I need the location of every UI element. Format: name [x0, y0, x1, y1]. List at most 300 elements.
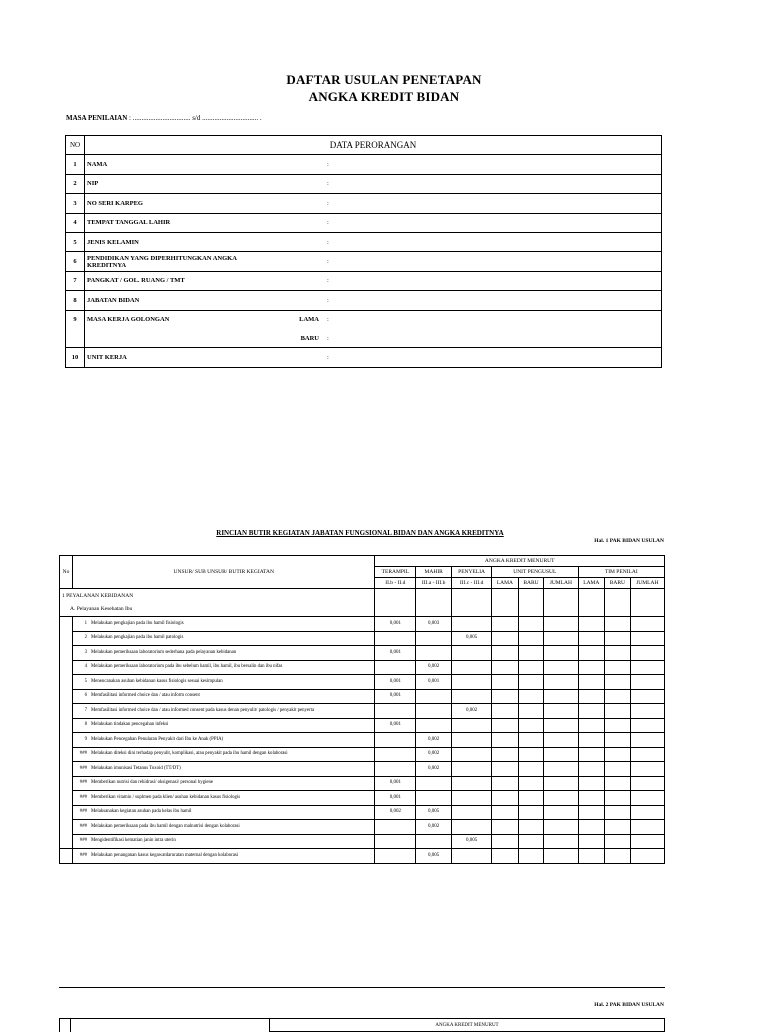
- kegiatan-no: 8: [73, 718, 90, 733]
- col-no: No: [60, 556, 73, 589]
- ak-empty-cell: [544, 646, 578, 661]
- data-row-sub: [277, 174, 325, 193]
- angka-kredit-header-2: ANGKA KREDIT MENURUT: [270, 1019, 665, 1032]
- col-terampil: TERAMPIL: [375, 567, 416, 578]
- ak-empty-cell: [578, 675, 605, 690]
- ak-empty-cell: [492, 733, 519, 748]
- data-row: [66, 348, 662, 367]
- gol-terampil: II.b - II.d: [375, 578, 416, 589]
- col-unsur: UNSUR/ SUB UNSUR/ BUTIR KEGIATAN: [73, 556, 375, 589]
- ak-empty-cell: [578, 849, 605, 864]
- ak-empty-cell: [630, 791, 664, 806]
- kegiatan-row: [60, 834, 665, 849]
- ak-empty-cell: [605, 704, 630, 719]
- ak-empty-cell: [630, 747, 664, 762]
- ak-empty-cell: [518, 660, 543, 675]
- ak-empty-cell: [578, 631, 605, 646]
- ak-empty-cell: [605, 660, 630, 675]
- ak-empty-cell: [630, 646, 664, 661]
- row-no-cell: [60, 820, 73, 835]
- ak-empty-cell: [518, 646, 543, 661]
- data-row-sub: [277, 155, 325, 174]
- ak-mahir: [416, 631, 452, 646]
- data-row: [66, 329, 662, 348]
- kegiatan-no: 1: [73, 617, 90, 632]
- data-row-sub: [277, 291, 325, 310]
- kegiatan-row: [60, 646, 665, 661]
- ak-empty-cell: [492, 747, 519, 762]
- ak-empty-cell: [544, 762, 578, 777]
- ak-penyelia: 0,002: [452, 704, 492, 719]
- ak-empty-cell: [544, 834, 578, 849]
- ak-empty-cell: [605, 675, 630, 690]
- ak-empty-cell: [492, 660, 519, 675]
- data-perorangan-title: DATA PERORANGAN: [85, 136, 662, 155]
- ak-empty-cell: [605, 646, 630, 661]
- ak-empty-cell: [630, 805, 664, 820]
- kegiatan-text: Melakukan imunisasi Tetanus Toxoid (TT/DT): [89, 762, 375, 777]
- ak-mahir: 0,002: [416, 733, 452, 748]
- row-no-cell: [60, 646, 73, 661]
- angka-kredit-header: ANGKA KREDIT MENURUT: [375, 556, 665, 567]
- ak-empty-cell: [578, 805, 605, 820]
- ak-empty-cell: [630, 733, 664, 748]
- row-no-cell: [60, 631, 73, 646]
- ak-empty-cell: [518, 747, 543, 762]
- data-row-value: :: [325, 232, 662, 251]
- ak-empty-cell: [578, 617, 605, 632]
- ak-empty-cell: [544, 675, 578, 690]
- ak-terampil: [375, 820, 416, 835]
- row-no-cell: [60, 704, 73, 719]
- data-row-sub: LAMA: [277, 310, 325, 329]
- ak-empty-cell: [518, 704, 543, 719]
- kegiatan-no: 5: [73, 675, 90, 690]
- ak-empty-cell: [578, 776, 605, 791]
- ak-terampil: 0,002: [375, 805, 416, 820]
- data-row-value: :: [325, 310, 662, 329]
- row-no-cell: [60, 834, 73, 849]
- kegiatan-no: ###: [73, 747, 90, 762]
- ak-empty-cell: [492, 689, 519, 704]
- ak-empty-cell: [578, 762, 605, 777]
- kegiatan-row: [60, 689, 665, 704]
- kegiatan-row: [60, 733, 665, 748]
- ak-empty-cell: [492, 718, 519, 733]
- ak-terampil: 0,001: [375, 646, 416, 661]
- ak-empty-cell: [492, 834, 519, 849]
- ak-mahir: 0,002: [416, 762, 452, 777]
- kegiatan-row: [60, 776, 665, 791]
- rincian-title: RINCIAN BUTIR KEGIATAN JABATAN FUNGSIONAL BIDAN DAN ANGKA KREDITNYA: [216, 529, 504, 537]
- ak-empty-cell: [518, 834, 543, 849]
- ak-empty-cell: [605, 733, 630, 748]
- ak-penyelia: [452, 776, 492, 791]
- kegiatan-no: 2: [73, 631, 90, 646]
- ak-empty-cell: [578, 733, 605, 748]
- data-row-value: :: [325, 174, 662, 193]
- data-perorangan-table: [65, 135, 662, 368]
- tim-baru: BARU: [605, 578, 630, 589]
- gol-penyelia: III.c - III.d: [452, 578, 492, 589]
- data-row-value: :: [325, 329, 662, 348]
- row-no-cell: [60, 733, 73, 748]
- ak-penyelia: [452, 762, 492, 777]
- ak-mahir: 0,002: [416, 820, 452, 835]
- ak-empty-cell: [578, 718, 605, 733]
- gol-mahir: III.a - III.b: [416, 578, 452, 589]
- kegiatan-row: [60, 617, 665, 632]
- ak-empty-cell: [492, 805, 519, 820]
- ak-penyelia: [452, 805, 492, 820]
- kegiatan-no: ###: [73, 791, 90, 806]
- ak-empty-cell: [630, 762, 664, 777]
- row-no-cell: [60, 718, 73, 733]
- kegiatan-no: 6: [73, 689, 90, 704]
- kegiatan-text: Menencanakan asuhan kebidanan kasus fisiologis sesuai kesimpulan: [89, 675, 375, 690]
- kegiatan-no: ###: [73, 762, 90, 777]
- data-row: [66, 310, 662, 329]
- ak-penyelia: [452, 660, 492, 675]
- kegiatan-no: ###: [73, 776, 90, 791]
- ak-empty-cell: [630, 660, 664, 675]
- ak-penyelia: [452, 747, 492, 762]
- data-row-sub: [277, 348, 325, 367]
- data-row-sub: BARU: [277, 329, 325, 348]
- data-row-no: 9: [66, 310, 85, 329]
- row-no-cell: [60, 791, 73, 806]
- ak-empty-cell: [578, 791, 605, 806]
- ak-empty-cell: [605, 631, 630, 646]
- ak-empty-cell: [518, 617, 543, 632]
- ak-empty-cell: [605, 805, 630, 820]
- kegiatan-text: Melakukan pengkajian pada ibu hamil fisiologis: [89, 617, 375, 632]
- ak-empty-cell: [630, 704, 664, 719]
- kegiatan-text: Melakukan tindakan pencegahan infeksi: [89, 718, 375, 733]
- ak-penyelia: [452, 791, 492, 806]
- ak-penyelia: [452, 849, 492, 864]
- ak-penyelia: [452, 733, 492, 748]
- kegiatan-text: Melakukan pemeriksaan laboratorium pada ibu sebelum hamil, ibu hamil, ibu bersalin dan ibu nifas: [89, 660, 375, 675]
- ak-empty-cell: [544, 617, 578, 632]
- row-no-cell: [60, 849, 73, 864]
- kegiatan-row: [60, 675, 665, 690]
- ak-terampil: 0,001: [375, 675, 416, 690]
- row-no-cell: [60, 762, 73, 777]
- ak-empty-cell: [544, 704, 578, 719]
- ak-empty-cell: [578, 646, 605, 661]
- ak-empty-cell: [492, 675, 519, 690]
- title-line-2: ANGKA KREDIT BIDAN: [308, 89, 460, 104]
- ak-empty-cell: [518, 805, 543, 820]
- ak-empty-cell: [544, 747, 578, 762]
- kegiatan-text: Memberikan nutrisi dan rehidrasi/ oksigenasi/ personal hygiene: [89, 776, 375, 791]
- ak-terampil: 0,001: [375, 791, 416, 806]
- ak-empty-cell: [578, 820, 605, 835]
- ak-empty-cell: [518, 791, 543, 806]
- ak-terampil: [375, 762, 416, 777]
- ak-empty-cell: [630, 834, 664, 849]
- ak-empty-cell: [518, 762, 543, 777]
- kegiatan-no: 7: [73, 704, 90, 719]
- unit-lama: LAMA: [492, 578, 519, 589]
- ak-mahir: [416, 791, 452, 806]
- ak-empty-cell: [605, 689, 630, 704]
- ak-penyelia: [452, 689, 492, 704]
- kegiatan-text: Melakukan pemeriksaan laboratorium sederhana pada pelayanan kebidanan: [89, 646, 375, 661]
- ak-empty-cell: [630, 617, 664, 632]
- data-row-value: :: [325, 271, 662, 290]
- ak-empty-cell: [578, 660, 605, 675]
- ak-empty-cell: [518, 718, 543, 733]
- kegiatan-row: [60, 762, 665, 777]
- ak-empty-cell: [605, 762, 630, 777]
- data-row-label: UNIT KERJA: [85, 348, 278, 367]
- ak-terampil: [375, 834, 416, 849]
- ak-mahir: [416, 704, 452, 719]
- masa-penilaian: [66, 114, 262, 122]
- row-no-cell: [60, 805, 73, 820]
- data-row-no: 2: [66, 174, 85, 193]
- data-row-value: :: [325, 291, 662, 310]
- section-label: 1 PEYALANAN KEBIDANAN: [60, 589, 375, 603]
- data-row-no: 3: [66, 194, 85, 213]
- kegiatan-text: Memfasilitasi informed choice dan / atau inform consent: [89, 689, 375, 704]
- data-row-no: [66, 329, 85, 348]
- row-no-cell: [60, 675, 73, 690]
- kegiatan-row: [60, 747, 665, 762]
- ak-empty-cell: [518, 631, 543, 646]
- hal-2-label: Hal. 2 PAK BIDAN USULAN: [594, 1002, 664, 1008]
- row-no-cell: [60, 689, 73, 704]
- data-row-no: 7: [66, 271, 85, 290]
- ak-terampil: [375, 849, 416, 864]
- data-row: [66, 291, 662, 310]
- rincian-table: [59, 555, 665, 864]
- row-no-cell: [60, 617, 73, 632]
- ak-empty-cell: [544, 791, 578, 806]
- ak-empty-cell: [605, 747, 630, 762]
- ak-empty-cell: [492, 704, 519, 719]
- ak-mahir: [416, 646, 452, 661]
- unit-jumlah: JUMLAH: [544, 578, 578, 589]
- ak-empty-cell: [544, 805, 578, 820]
- rincian-table-page-2: [59, 1018, 665, 1032]
- row-no-cell: [60, 776, 73, 791]
- ak-penyelia: [452, 718, 492, 733]
- ak-empty-cell: [518, 689, 543, 704]
- ak-empty-cell: [492, 820, 519, 835]
- data-row-value: :: [325, 252, 662, 271]
- ak-empty-cell: [492, 631, 519, 646]
- ak-empty-cell: [544, 660, 578, 675]
- ak-empty-cell: [605, 791, 630, 806]
- kegiatan-text: Memfasilitasi informed choice dan / atau informed consent pada kasus denan penyulit/ patologis / penyakit penyerta: [89, 704, 375, 719]
- data-row-sub: [277, 213, 325, 232]
- ak-empty-cell: [544, 820, 578, 835]
- data-row-label: MASA KERJA GOLONGAN: [85, 310, 278, 329]
- ak-empty-cell: [492, 646, 519, 661]
- ak-mahir: 0,002: [416, 660, 452, 675]
- kegiatan-row: [60, 805, 665, 820]
- data-row-no: 5: [66, 232, 85, 251]
- ak-mahir: [416, 718, 452, 733]
- title-line-1: DAFTAR USULAN PENETAPAN: [286, 72, 482, 87]
- data-row: [66, 213, 662, 232]
- ak-mahir: [416, 689, 452, 704]
- no-header: NO: [66, 136, 85, 155]
- ak-empty-cell: [544, 631, 578, 646]
- kegiatan-row: [60, 791, 665, 806]
- ak-empty-cell: [630, 675, 664, 690]
- ak-empty-cell: [518, 849, 543, 864]
- kegiatan-row: [60, 718, 665, 733]
- ak-empty-cell: [492, 791, 519, 806]
- kegiatan-no: 9: [73, 733, 90, 748]
- kegiatan-row: [60, 660, 665, 675]
- kegiatan-no: ###: [73, 805, 90, 820]
- data-row-label: NAMA: [85, 155, 278, 174]
- data-row: [66, 155, 662, 174]
- col-tim-penilai: TIM PENILAI: [578, 567, 665, 578]
- ak-terampil: 0,001: [375, 689, 416, 704]
- ak-penyelia: 0,005: [452, 631, 492, 646]
- data-row: [66, 232, 662, 251]
- ak-penyelia: [452, 646, 492, 661]
- kegiatan-row: [60, 849, 665, 864]
- col-unit-pengusul: UNIT PENGUSUL: [492, 567, 578, 578]
- data-row-value: :: [325, 348, 662, 367]
- ak-mahir: 0,003: [416, 617, 452, 632]
- ak-empty-cell: [630, 718, 664, 733]
- ak-empty-cell: [518, 820, 543, 835]
- ak-empty-cell: [492, 776, 519, 791]
- kegiatan-text: Melakukan pengkajian pada ibu hamil patologis: [89, 631, 375, 646]
- ak-terampil: 0,001: [375, 718, 416, 733]
- subsection-label: A. Pelayanan Kesehatan Ibu: [60, 603, 375, 617]
- ak-terampil: [375, 631, 416, 646]
- row-no-cell: [60, 747, 73, 762]
- data-row-sub: [277, 232, 325, 251]
- ak-empty-cell: [578, 747, 605, 762]
- data-row-value: :: [325, 194, 662, 213]
- data-row-no: 8: [66, 291, 85, 310]
- ak-penyelia: [452, 820, 492, 835]
- ak-empty-cell: [518, 776, 543, 791]
- kegiatan-text: Melakukan Pencegahan Penularan Penyakit dari Ibu ke Anak (PPIA): [89, 733, 375, 748]
- ak-empty-cell: [544, 689, 578, 704]
- ak-empty-cell: [544, 776, 578, 791]
- kegiatan-text: Mengidentifikasi kematian janin intra uterin: [89, 834, 375, 849]
- ak-mahir: 0,005: [416, 849, 452, 864]
- kegiatan-text: Melaksanakan kegiatan asuhan pada kelas ibu hamil: [89, 805, 375, 820]
- ak-empty-cell: [605, 820, 630, 835]
- ak-empty-cell: [544, 733, 578, 748]
- data-row-label: PENDIDIKAN YANG DIPERHITUNGKAN ANGKA KREDITNYA: [85, 252, 278, 271]
- kegiatan-text: Melakukan diteksi dini terhadap penyulit, komplikasi, atau penyakit pada ibu hamil dengan kolaborasi: [89, 747, 375, 762]
- ak-empty-cell: [544, 849, 578, 864]
- kegiatan-row: [60, 704, 665, 719]
- data-row: [66, 194, 662, 213]
- kegiatan-row: [60, 820, 665, 835]
- ak-terampil: [375, 704, 416, 719]
- page-divider: [59, 987, 665, 988]
- ak-mahir: 0,001: [416, 675, 452, 690]
- data-row-no: 6: [66, 252, 85, 271]
- data-row-label: NO SERI KARPEG: [85, 194, 278, 213]
- tim-lama: LAMA: [578, 578, 605, 589]
- ak-empty-cell: [492, 762, 519, 777]
- data-row-no: 10: [66, 348, 85, 367]
- ak-empty-cell: [630, 776, 664, 791]
- ak-terampil: [375, 660, 416, 675]
- ak-mahir: 0,002: [416, 747, 452, 762]
- masa-label: MASA PENILAIAN: [66, 114, 128, 122]
- ak-empty-cell: [492, 617, 519, 632]
- ak-terampil: 0,001: [375, 617, 416, 632]
- col-penyelia: PENYELIA: [452, 567, 492, 578]
- data-row-label: PANGKAT / GOL. RUANG / TMT: [85, 271, 278, 290]
- ak-empty-cell: [492, 849, 519, 864]
- kegiatan-text: Melakukan penanganan kasus kegawatdaruratan maternal dengan kolaborasi: [89, 849, 375, 864]
- ak-empty-cell: [605, 718, 630, 733]
- kegiatan-no: 4: [73, 660, 90, 675]
- ak-empty-cell: [630, 820, 664, 835]
- data-row-label: JABATAN BIDAN: [85, 291, 278, 310]
- kegiatan-no: ###: [73, 820, 90, 835]
- data-row-label: NIP: [85, 174, 278, 193]
- data-row-value: :: [325, 213, 662, 232]
- kegiatan-no: 3: [73, 646, 90, 661]
- col-mahir: MAHIR: [416, 567, 452, 578]
- ak-penyelia: 0,005: [452, 834, 492, 849]
- kegiatan-no: ###: [73, 849, 90, 864]
- kegiatan-text: Melakukan pemeriksaan pada ibu hamil dengan malnutrisi dengan kolaborasi: [89, 820, 375, 835]
- kegiatan-row: [60, 631, 665, 646]
- ak-empty-cell: [630, 849, 664, 864]
- kegiatan-text: Memberikan vitamin / suplmen pada klien/ asuhan kebidanan kasus fisiologis: [89, 791, 375, 806]
- ak-empty-cell: [578, 704, 605, 719]
- ak-empty-cell: [630, 689, 664, 704]
- ak-mahir: 0,005: [416, 805, 452, 820]
- ak-empty-cell: [544, 718, 578, 733]
- unit-baru: BARU: [518, 578, 543, 589]
- tim-jumlah: JUMLAH: [630, 578, 664, 589]
- data-row-no: 4: [66, 213, 85, 232]
- data-row-sub: [277, 194, 325, 213]
- data-row-label: [85, 329, 278, 348]
- data-row: [66, 271, 662, 290]
- ak-empty-cell: [605, 849, 630, 864]
- ak-empty-cell: [605, 834, 630, 849]
- ak-empty-cell: [578, 689, 605, 704]
- data-row: [66, 174, 662, 193]
- data-row-label: JENIS KELAMIN: [85, 232, 278, 251]
- ak-mahir: [416, 834, 452, 849]
- ak-empty-cell: [518, 675, 543, 690]
- data-row-value: :: [325, 155, 662, 174]
- ak-empty-cell: [518, 733, 543, 748]
- data-row: [66, 252, 662, 271]
- row-no-cell: [60, 660, 73, 675]
- ak-penyelia: [452, 617, 492, 632]
- ak-terampil: [375, 747, 416, 762]
- masa-dots: : ................................. s/d ................................ .: [129, 114, 262, 122]
- data-row-label: TEMPAT TANGGAL LAHIR: [85, 213, 278, 232]
- data-row-no: 1: [66, 155, 85, 174]
- data-row-sub: [277, 252, 325, 271]
- data-row-sub: [277, 271, 325, 290]
